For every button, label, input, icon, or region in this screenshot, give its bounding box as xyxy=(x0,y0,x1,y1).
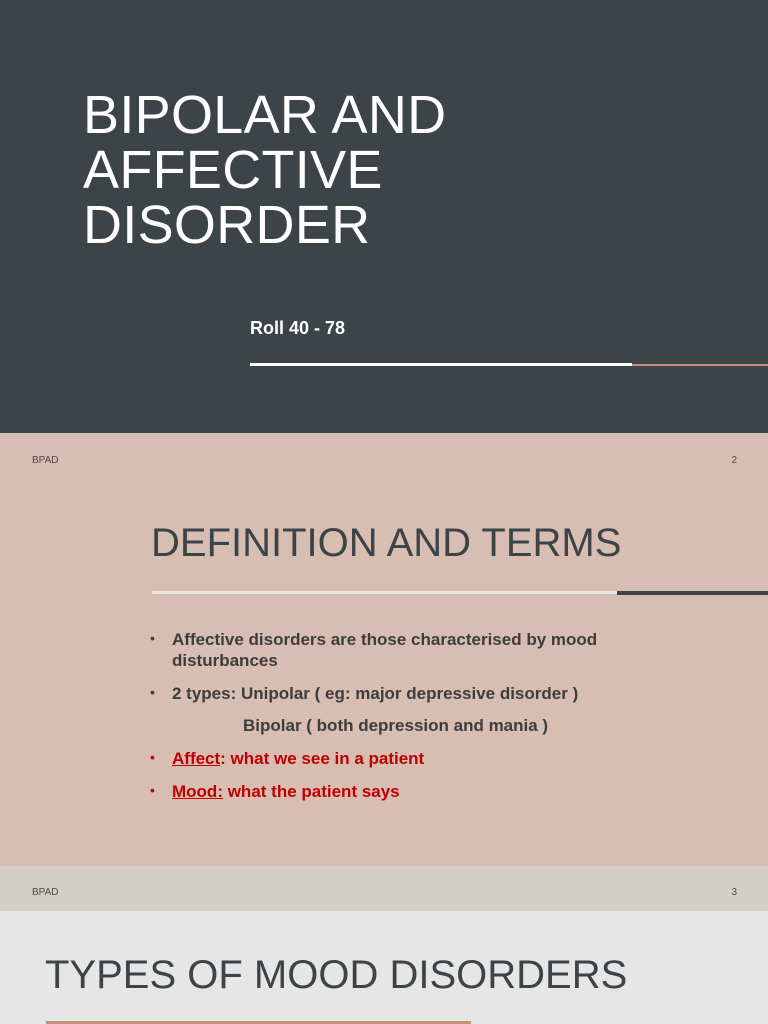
title-slide xyxy=(0,0,768,433)
bullet-icon: • xyxy=(150,749,155,765)
term-mood: Mood: xyxy=(172,782,223,801)
presentation-title xyxy=(83,85,447,255)
bullet-list xyxy=(150,629,620,814)
term-affect: Affect xyxy=(172,749,221,768)
bullet-text: Bipolar ( both depression and mania ) xyxy=(243,716,549,735)
title-divider-accent xyxy=(632,364,768,366)
slide-heading: DEFINITION AND TERMS xyxy=(151,521,622,565)
title-line-1: BIPOLAR AND xyxy=(83,85,447,145)
title-line-3: DISORDER xyxy=(83,195,371,255)
title-line-2: AFFECTIVE xyxy=(83,140,383,200)
bullet-icon: • xyxy=(150,684,155,700)
bullet-text: 2 types: Unipolar ( eg: major depressive disorder ) xyxy=(172,684,579,703)
types-slide xyxy=(0,911,768,1024)
slide-footer-band xyxy=(0,866,768,911)
list-item xyxy=(150,781,620,802)
list-item xyxy=(150,748,620,769)
list-item xyxy=(150,629,620,671)
heading-divider-accent xyxy=(617,591,768,595)
title-divider xyxy=(250,363,632,366)
presentation-subtitle: Roll 40 - 78 xyxy=(250,318,346,338)
term-definition: : what we see in a patient xyxy=(220,749,425,768)
bullet-text: Affective disorders are those characterised by mood disturbances xyxy=(172,630,598,670)
bullet-icon: • xyxy=(150,782,155,798)
slide-footer-label: BPAD xyxy=(32,455,59,466)
list-item xyxy=(150,683,620,704)
slide-page-number: 2 xyxy=(731,455,737,466)
slide-heading: TYPES OF MOOD DISORDERS xyxy=(45,953,628,997)
term-definition: what the patient says xyxy=(222,782,400,801)
list-item-continuation xyxy=(150,715,620,736)
heading-divider xyxy=(152,591,617,594)
slide-page-number: 3 xyxy=(731,887,737,898)
bullet-icon: • xyxy=(150,630,155,646)
slide-footer-label: BPAD xyxy=(32,887,59,898)
definition-slide xyxy=(0,433,768,866)
